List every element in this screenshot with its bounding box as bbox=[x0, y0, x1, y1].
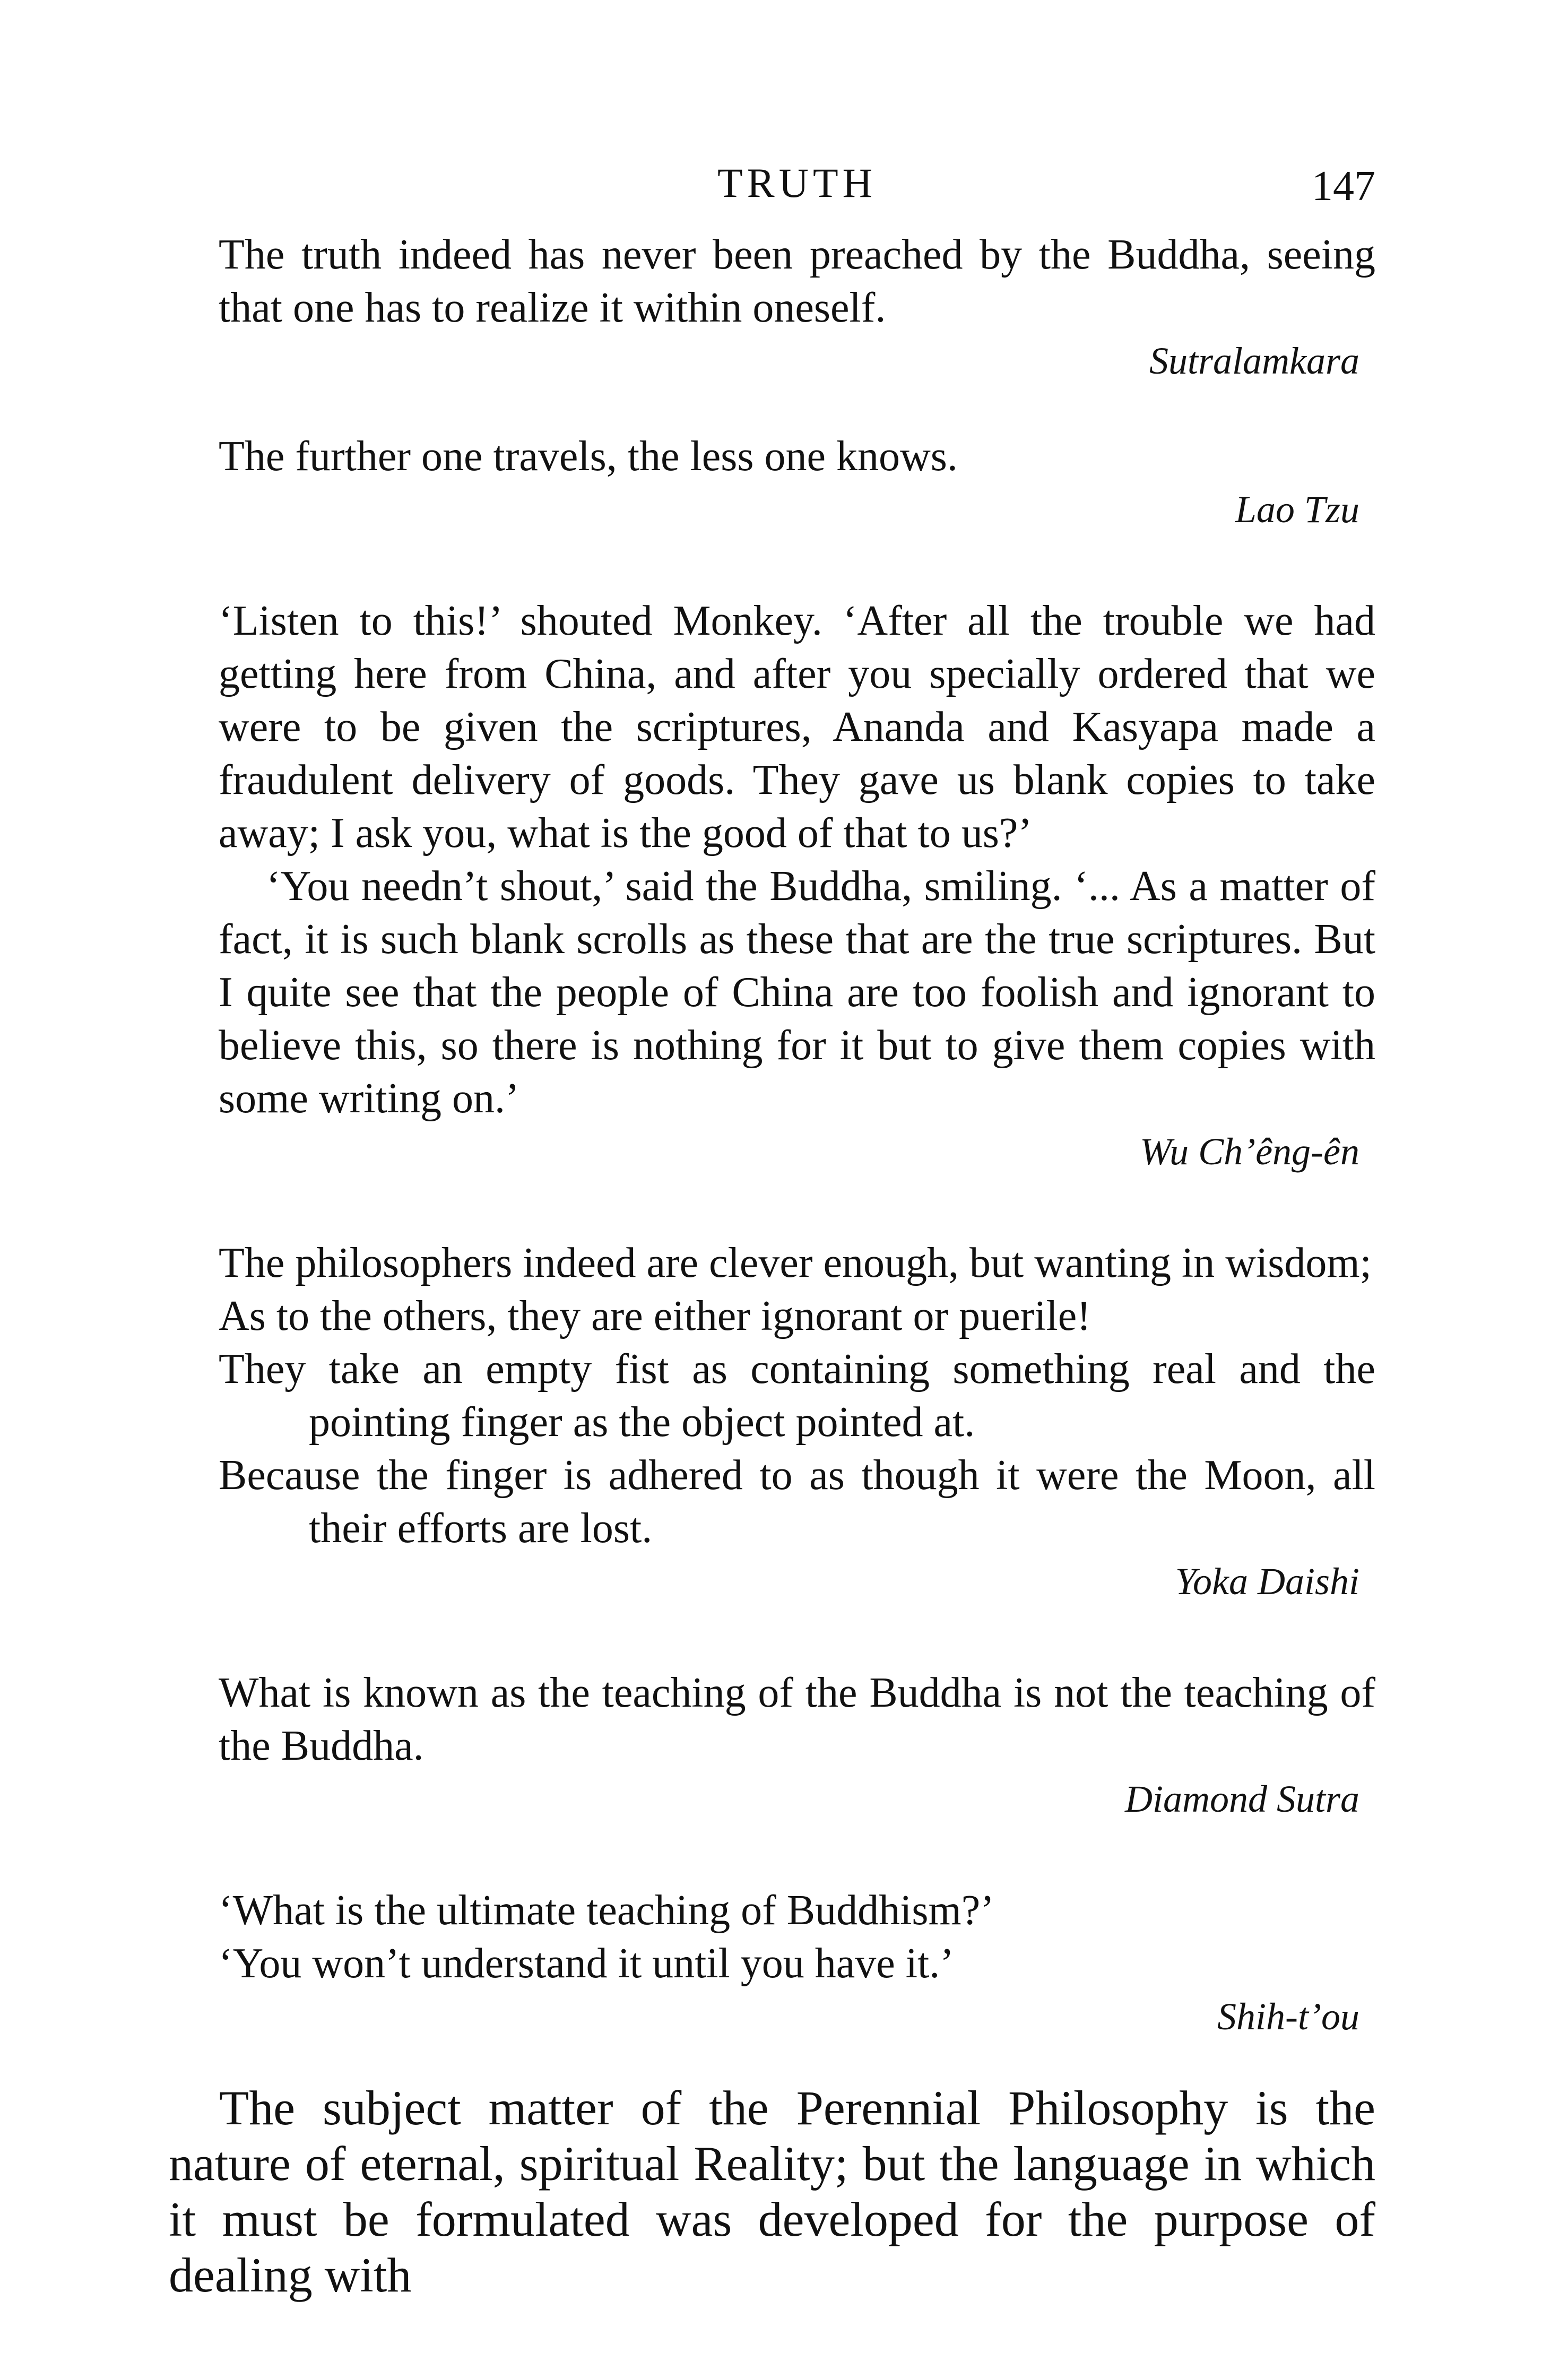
verse-line: The philosophers indeed are clever enough, but wanting in wisdom; bbox=[219, 1240, 1372, 1286]
quote-wu-cheng-en bbox=[219, 594, 1375, 1178]
page-number: 147 bbox=[1312, 163, 1375, 210]
verse-line: As to the others, they are either ignorant or puerile! bbox=[219, 1293, 1091, 1339]
quote-attribution: Shih-t’ou bbox=[1217, 1995, 1359, 2038]
quote-paragraph: ‘You needn’t shout,’ said the Buddha, smiling. ‘... As a matter of fact, it is such blank scrolls as these that are the true scriptures. But I quite see that the people of China are too foolish and ignorant to believe this, so there is nothing for it but to give them copies with some writing on.’ bbox=[219, 863, 1375, 1122]
quote-paragraph: ‘Listen to this!’ shouted Monkey. ‘After all the trouble we had getting here from China, and after you specially ordered that we were to be given the scriptures, Ananda and Kasyapa made a fraudulent delivery of goods. They gave us blank copies to take away; I ask you, what is the good of that to us?’ bbox=[219, 598, 1375, 857]
verse-line: They take an empty fist as containing something real and the pointing finger as the object pointed at. bbox=[219, 1346, 1375, 1446]
quote-text: The truth indeed has never been preached by the Buddha, seeing that one has to realize it within oneself. bbox=[219, 231, 1375, 331]
body-paragraph: The subject matter of the Perennial Philosophy is the nature of eternal, spiritual Reality; but the language in which it must be formulated was developed for the purpose of dealing with bbox=[169, 2081, 1375, 2302]
quote-text: What is known as the teaching of the Buddha is not the teaching of the Buddha. bbox=[219, 1670, 1375, 1769]
quote-attribution: Yoka Daishi bbox=[1175, 1560, 1359, 1603]
quote-lao-tzu bbox=[219, 430, 1375, 536]
quote-shih-tou bbox=[219, 1884, 1375, 2043]
running-title: TRUTH bbox=[717, 160, 877, 206]
running-head bbox=[219, 154, 1375, 212]
dialogue-line: ‘You won’t understand it until you have it.’ bbox=[219, 1940, 954, 1987]
quote-attribution: Sutralamkara bbox=[1149, 340, 1359, 382]
quote-sutralamkara bbox=[219, 228, 1375, 387]
quote-diamond-sutra bbox=[219, 1666, 1375, 1826]
quote-yoka-daishi bbox=[219, 1236, 1375, 1608]
dialogue-line: ‘What is the ultimate teaching of Buddhism?’ bbox=[219, 1887, 994, 1934]
quote-attribution: Lao Tzu bbox=[1235, 488, 1359, 531]
body-text bbox=[169, 2080, 1375, 2303]
epigraphs bbox=[219, 228, 1375, 2043]
quote-text: The further one travels, the less one knows. bbox=[219, 433, 958, 480]
verse-line: Because the finger is adhered to as though it were the Moon, all their efforts are lost. bbox=[219, 1452, 1375, 1552]
quote-attribution: Diamond Sutra bbox=[1124, 1778, 1359, 1820]
quote-attribution: Wu Ch’êng-ên bbox=[1140, 1130, 1359, 1173]
